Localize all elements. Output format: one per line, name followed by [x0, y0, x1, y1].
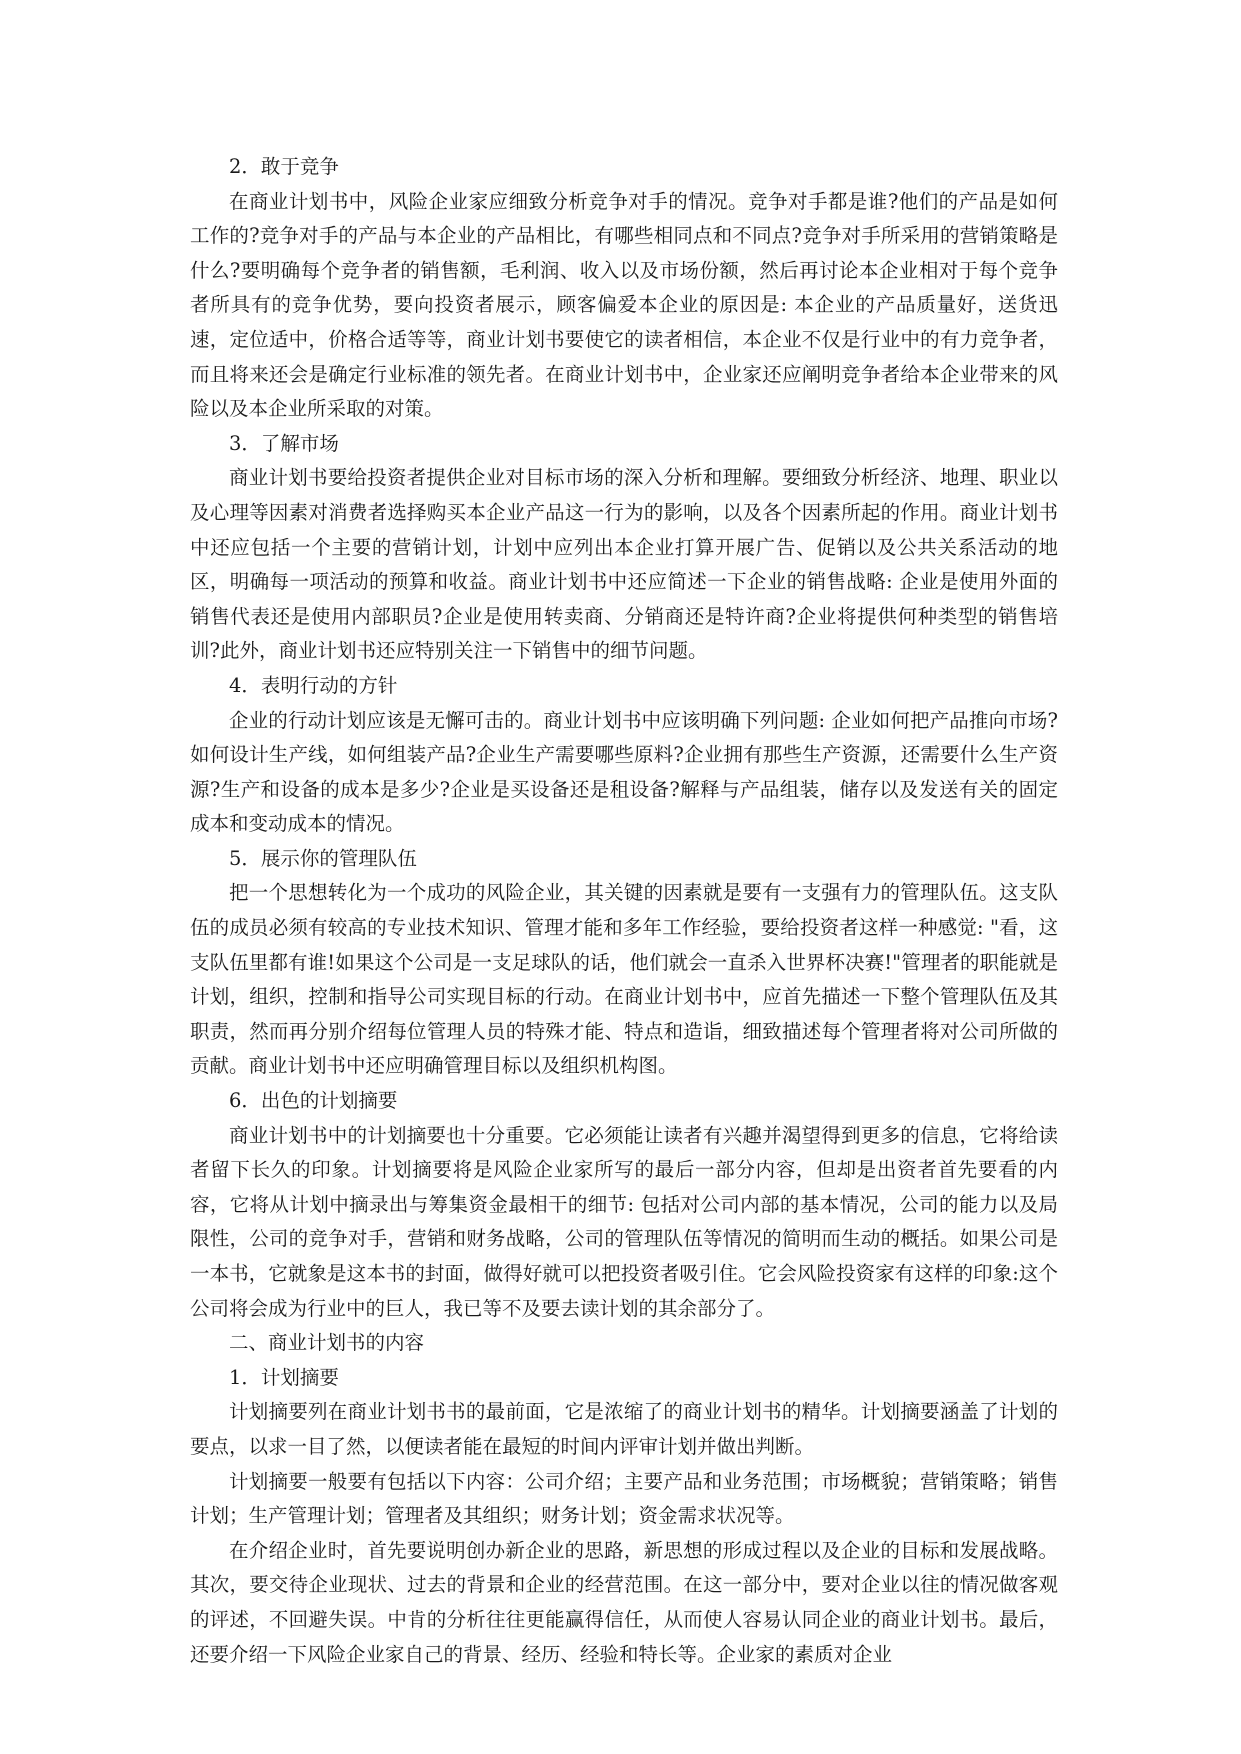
- document-page: [190, 150, 1058, 1672]
- body-paragraph: 计划摘要一般要有包括以下内容：公司介绍；主要产品和业务范围；市场概貌；营销策略；销售计划；生产管理计划；管理者及其组织；财务计划；资金需求状况等。: [190, 1469, 1058, 1528]
- body-paragraph: 在介绍企业时，首先要说明创办新企业的思路，新思想的形成过程以及企业的目标和发展战略。其次，要交待企业现状、过去的背景和企业的经营范围。在这一部分中，要对企业以往的情况做客观的评述，不回避失误。中肯的分析往往更能赢得信任，从而使人容易认同企业的商业计划书。最后，还要介绍一下风险企业家自己的背景、经历、经验和特长等。企业家的素质对企业: [190, 1538, 1058, 1666]
- body-paragraph: 企业的行动计划应该是无懈可击的。商业计划书中应该明确下列问题: 企业如何把产品推向市场?如何设计生产线，如何组装产品?企业生产需要哪些原料?企业拥有那些生产资源，还需要什么生产资源?生产和设备的成本是多少?企业是买设备还是租设备?解释与产品组装，储存以及发送有关的固定成本和变动成本的情况。: [190, 708, 1058, 836]
- body-paragraph: 计划摘要列在商业计划书书的最前面，它是浓缩了的商业计划书的精华。计划摘要涵盖了计划的要点，以求一目了然，以便读者能在最短的时间内评审计划并做出判断。: [190, 1400, 1058, 1458]
- section-heading: 6．出色的计划摘要: [229, 1089, 398, 1113]
- section-heading: 4．表明行动的方针: [229, 673, 398, 697]
- section-heading: 2．敢于竞争: [229, 155, 339, 178]
- section-heading: 5．展示你的管理队伍: [229, 846, 417, 870]
- body-paragraph: 在商业计划书中，风险企业家应细致分析竞争对手的情况。竞争对手都是谁?他们的产品是如何工作的?竞争对手的产品与本企业的产品相比，有哪些相同点和不同点?竞争对手所采用的营销策略是什么?要明确每个竞争者的销售额，毛利润、收入以及市场份额，然后再讨论本企业相对于每个竞争者所具有的竞争优势，要向投资者展示，顾客偏爱本企业的原因是: 本企业的产品质量好，送货迅速，定位适中，价格合适等等，商业计划书要使它的读者相信，本企业不仅是行业中的有力竞争者，而且将来还会是确定行业标准的领先者。在商业计划书中，企业家还应阐明竞争者给本企业带来的风险以及本企业所采取的对策。: [190, 189, 1058, 421]
- body-paragraph: 商业计划书中的计划摘要也十分重要。它必须能让读者有兴趣并渴望得到更多的信息，它将给读者留下长久的印象。计划摘要将是风险企业家所写的最后一部分内容，但却是出资者首先要看的内容，它将从计划中摘录出与筹集资金最相干的细节: 包括对公司内部的基本情况，公司的能力以及局限性，公司的竞争对手，营销和财务战略，公司的管理队伍等情况的简明而生动的概括。如果公司是一本书，它就象是这本书的封面，做得好就可以把投资者吸引住。它会风险投资家有这样的印象:这个公司将会成为行业中的巨人，我已等不及要去读计划的其余部分了。: [190, 1123, 1058, 1320]
- body-paragraph: 把一个思想转化为一个成功的风险企业，其关键的因素就是要有一支强有力的管理队伍。这支队伍的成员必须有较高的专业技术知识、管理才能和多年工作经验，要给投资者这样一种感觉: "看，这支队伍里都有谁!如果这个公司是一支足球队的话，他们就会一直杀入世界杯决赛!"管理者的职能就是计划，组织，控制和指导公司实现目标的行动。在商业计划书中，应首先描述一下整个管理队伍及其职责，然而再分别介绍每位管理人员的特殊才能、特点和造诣，细致描述每个管理者将对公司所做的贡献。商业计划书中还应明确管理目标以及组织机构图。: [190, 881, 1058, 1078]
- section-heading: 1．计划摘要: [229, 1365, 339, 1389]
- section-heading: 3．了解市场: [229, 431, 339, 455]
- chapter-heading: 二、商业计划书的内容: [229, 1331, 425, 1355]
- body-paragraph: 商业计划书要给投资者提供企业对目标市场的深入分析和理解。要细致分析经济、地理、职业以及心理等因素对消费者选择购买本企业产品这一行为的影响，以及各个因素所起的作用。商业计划书中还应包括一个主要的营销计划，计划中应列出本企业打算开展广告、促销以及公共关系活动的地区，明确每一项活动的预算和收益。商业计划书中还应简述一下企业的销售战略: 企业是使用外面的销售代表还是使用内部职员?企业是使用转卖商、分销商还是特许商?企业将提供何种类型的销售培训?此外，商业计划书还应特别关注一下销售中的细节问题。: [190, 466, 1058, 663]
